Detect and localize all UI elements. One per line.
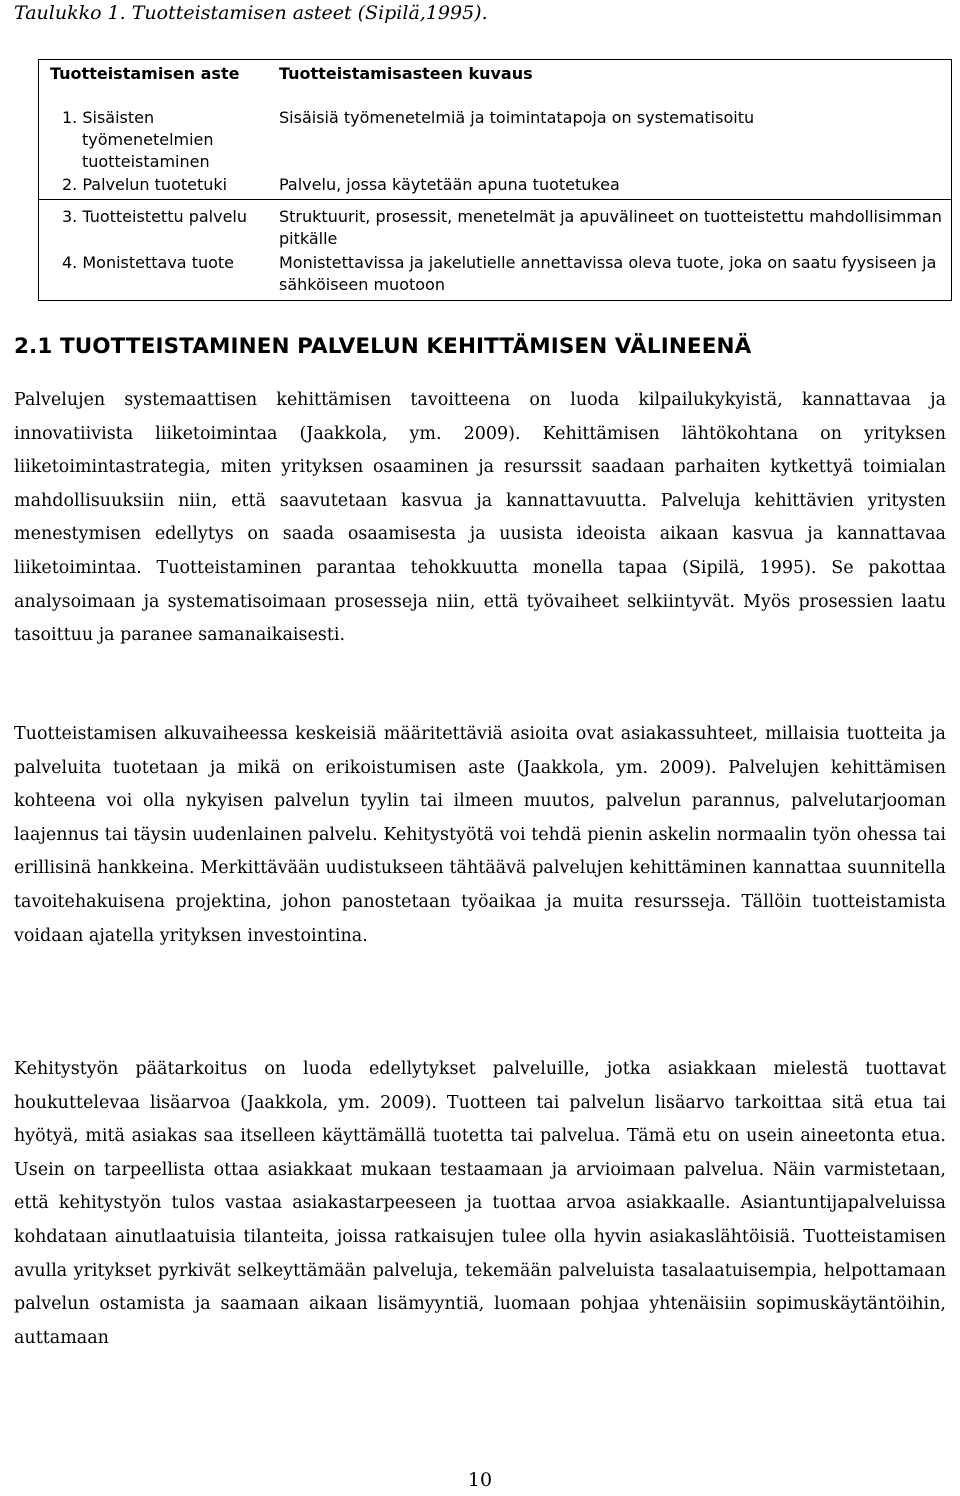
table-row [39,249,951,300]
description-cell: Sisäisiä työmenetelmiä ja toimintatapoja on systematisoitu [279,108,755,127]
description-cell: Struktuurit, prosessit, menetelmät ja apuvälineet on tuotteistettu mahdollisimman pitkälle [279,207,942,248]
level-cell: 2. Palvelun tuotetuki [62,175,228,194]
table-row [39,173,951,199]
page-number: 10 [467,1469,493,1491]
section-heading: 2.1 TUOTTEISTAMINEN PALVELUN KEHITTÄMISEN VÄLINEENÄ [14,334,752,359]
description-cell: Monistettavissa ja jakelutielle annettavissa oleva tuote, joka on saatu fyysiseen ja sähköiseen muotoon [279,253,937,294]
header-level: Tuotteistamisen aste [50,64,240,83]
body-paragraph: Palvelujen systemaattisen kehittämisen tavoitteena on luoda kilpailukykyistä, kannattavaa ja innovatiivista liiketoimintaa (Jaakkola, ym. 2009). Kehittämisen lähtökohtana on yrityksen liiketoimintastrategia, miten yrityksen osaaminen ja resurssit saadaan parhaiten kytkettyä toimialan mahdollisuuksiin niin, että saavutetaan kasvua ja kannattavuutta. Palveluja kehittävien yritysten menestymisen edellytys on saada osaamisesta ja uusista ideoista aikaan kasvua ja kannattavaa liiketoimintaa. Tuotteistaminen parantaa tehokkuutta monella tapaa (Sipilä, 1995). Se pakottaa analysoimaan ja systematisoimaan prosesseja niin, että työvaiheet selkiintyvät. Myös prosessien laatu tasoittuu ja paranee samanaikaisesti. [14,390,946,646]
level-cell: 4. Monistettava tuote [62,253,235,272]
body-paragraph: Tuotteistamisen alkuvaiheessa keskeisiä määritettäviä asioita ovat asiakassuhteet, millaisia tuotteita ja palveluita tuotetaan ja mikä on erikoistumisen aste (Jaakkola, ym. 2009). Palvelujen kehittämisen kohteena voi olla nykyisen palvelun tyylin tai ilmeen muutos, palvelun parannus, palvelutarjooman laajennus tai täysin uudenlainen palvelu. Kehitystyötä voi tehdä pienin askelin normaalin työn ohessa tai erillisinä hankkeina. Merkittävään uudistukseen tähtäävä palvelujen kehittäminen kannattaa suunnitella tavoitehakuisena projektina, johon panostetaan työaikaa ja muita resursseja. Tällöin tuotteistamista voidaan ajatella yrityksen investointina. [14,724,946,946]
body-paragraph: Kehitystyön päätarkoitus on luoda edellytykset palveluille, jotka asiakkaan mielestä tuottavat houkuttelevaa lisäarvoa (Jaakkola, ym. 2009). Tuotteen tai palvelun lisäarvo tarkoittaa sitä etua tai hyötyä, mitä asiakas saa itselleen käyttämällä tuotetta tai palvelua. Tämä etu on usein aineetonta etua. Usein on tarpeellista ottaa asiakkaat mukaan testaamaan ja arvioimaan palvelua. Näin varmistetaan, että kehitystyön tulos vastaa asiakastarpeeseen ja tuottaa arvoa asiakkaalle. Asiantuntijapalveluissa kohdataan ainutlaatuisia tilanteita, joissa ratkaisujen tulee olla hyvin asiakaslähtöisiä. Tuotteistamisen avulla yritykset pyrkivät selkeyttämään palveluja, tekemään palveluista tasalaatuisempia, helpottamaan palvelun ostamista ja saamaan aikaan lisämyyntiä, luomaan pohjaa yhtenäisiin sopimuskäytäntöihin, auttamaan [14,1059,946,1348]
product-levels-table [38,59,952,301]
description-cell: Palvelu, jossa käytetään apuna tuotetukea [279,175,620,194]
table-header-row [39,60,951,107]
table-row [39,199,951,249]
table-row [39,107,951,173]
level-cell: 1. Sisäisten työmenetelmien tuotteistaminen [62,108,214,171]
table-caption: Taulukko 1. Tuotteistamisen asteet (Sipilä,1995). [14,2,488,24]
header-description: Tuotteistamisasteen kuvaus [279,64,533,83]
level-cell: 3. Tuotteistettu palvelu [62,207,247,226]
